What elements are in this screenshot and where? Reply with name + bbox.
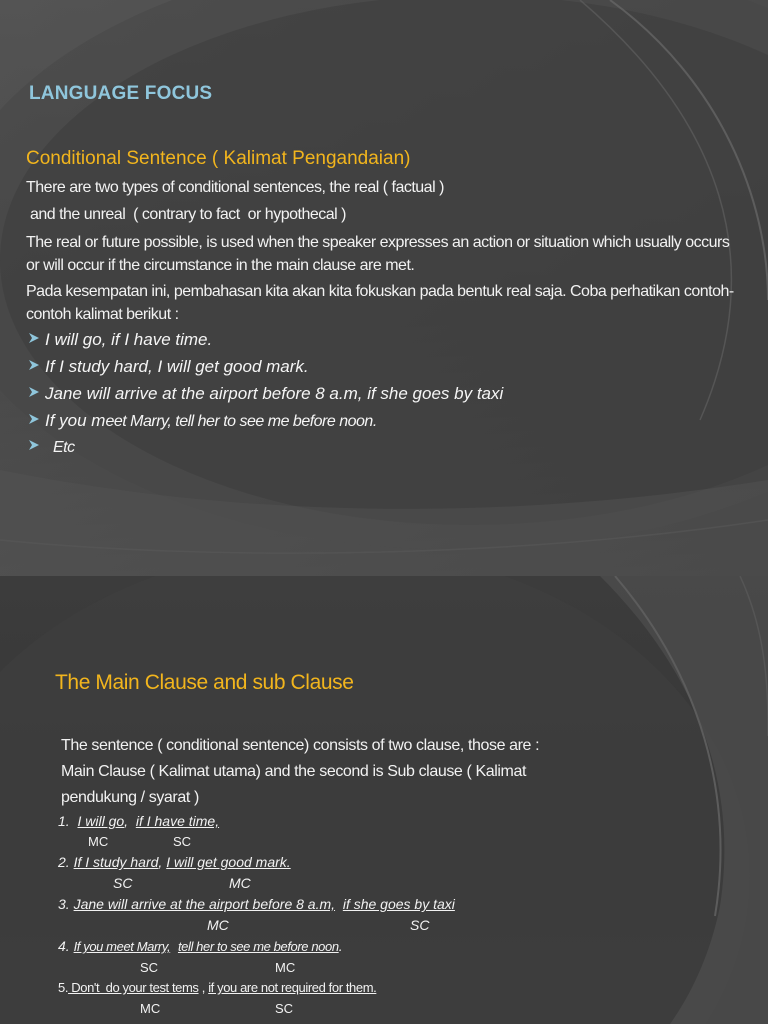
bullet-item-3 [28, 384, 503, 404]
bullet-item-2 [28, 357, 309, 377]
example-3-label-b: SC [410, 917, 430, 933]
bullet-item-4 [28, 411, 377, 431]
clause-paragraph-line-3: pendukung / syarat ) [61, 789, 199, 806]
indonesian-paragraph: Pada kesempatan ini, pembahasan kita akan kita fokuskan pada bentuk real saja. Coba perhatikan contoh-contoh kalimat berikut : [26, 283, 734, 323]
example-4-label-a: SC [140, 960, 159, 975]
example-number: 1. [58, 813, 78, 829]
clause-b: if I have time, [135, 813, 220, 829]
clause-paragraph-line-2: Main Clause ( Kalimat utama) and the second is Sub clause ( Kalimat [61, 763, 526, 780]
arrow-bullet-icon [28, 413, 42, 427]
example-2-label-a: SC [113, 875, 133, 891]
separator: , [158, 854, 167, 870]
main-clause-heading: The Main Clause and sub Clause [55, 671, 354, 694]
example-number: 4. [58, 938, 74, 954]
example-3 [58, 896, 455, 912]
example-2-label-b: MC [229, 875, 251, 891]
example-4-label-b: MC [275, 960, 296, 975]
conditional-sentence-heading: Conditional Sentence ( Kalimat Pengandaian) [26, 148, 411, 169]
example-2 [58, 854, 291, 870]
example-5-label-a: MC [140, 1001, 161, 1016]
language-focus-heading: LANGUAGE FOCUS [29, 83, 213, 104]
clause-a: Jane will arrive at the airport before 8 a.m, [73, 896, 336, 912]
clause-a: I will go [77, 813, 125, 829]
separator [335, 896, 343, 912]
example-number: 5. [58, 980, 69, 995]
separator: , [198, 980, 209, 995]
example-number: 2. [58, 854, 74, 870]
slide-2 [0, 576, 768, 1024]
example-number: 3. [58, 896, 74, 912]
clause-b: if you are not required for them. [208, 980, 377, 995]
arrow-bullet-icon [28, 332, 42, 346]
example-1 [58, 813, 219, 829]
example-1-label-b: SC [173, 834, 192, 849]
real-future-paragraph: The real or future possible, is used when the speaker expresses an action or situation which usually occurs or will occur if the circumstance in the main clause are met. [26, 234, 730, 274]
types-line-1: There are two types of conditional sentences, the real ( factual ) [26, 179, 444, 196]
clause-b: tell her to see me before noon [177, 939, 339, 954]
bullet-item-5 [28, 438, 75, 457]
arrow-bullet-icon [28, 439, 42, 453]
example-3-label-a: MC [207, 917, 229, 933]
arrow-bullet-icon [28, 386, 42, 400]
arrow-bullet-icon [28, 359, 42, 373]
clause-paragraph-line-1: The sentence ( conditional sentence) consists of two clause, those are : [61, 737, 540, 754]
slide-2-content [0, 576, 768, 1024]
bullet-text: I will go, if I have time. [45, 330, 213, 349]
bullet-item-1 [28, 330, 212, 350]
bullet-text-part-1: If you m [45, 411, 106, 430]
clause-b: I will get good mark. [166, 854, 291, 870]
separator [170, 938, 178, 954]
bullet-text: If I study hard, I will get good mark. [45, 357, 309, 376]
clause-a: If I study hard [73, 854, 159, 870]
clause-a: Don't do your test tems [68, 980, 199, 995]
example-5 [58, 980, 376, 995]
example-4 [58, 938, 343, 954]
tail-punctuation: . [338, 938, 343, 954]
example-1-label-a: MC [88, 834, 109, 849]
bullet-text: Etc [53, 439, 75, 456]
clause-b: if she goes by taxi [342, 896, 455, 912]
example-5-label-b: SC [275, 1001, 294, 1016]
types-line-2: and the unreal ( contrary to fact or hypothecal ) [26, 206, 346, 223]
bullet-text: Jane will arrive at the airport before 8 a.m, if she goes by taxi [45, 384, 504, 403]
bullet-text-part-2: eet Marry, tell her to see me before noon. [105, 413, 377, 430]
separator: , [124, 813, 136, 829]
clause-a: If you meet Marry, [73, 939, 171, 954]
